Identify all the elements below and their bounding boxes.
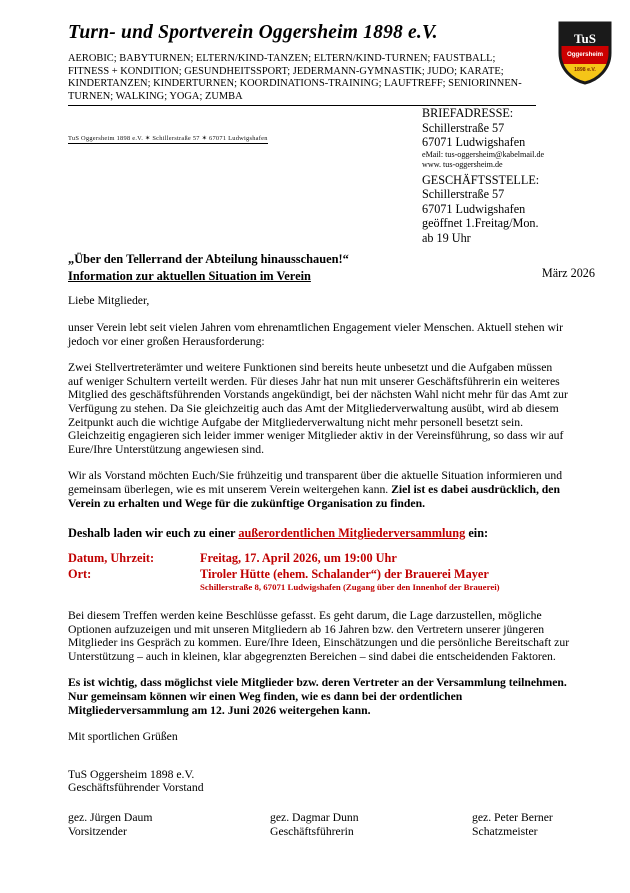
body-spacer bbox=[68, 717, 570, 730]
invitation-highlight: außerordentlichen Mitgliederversammlung bbox=[238, 526, 466, 541]
contact-email: eMail: tus-oggersheim@kabelmail.de bbox=[422, 149, 545, 159]
signatories-table bbox=[68, 811, 570, 838]
event-place-sub: Schillerstraße 8, 67071 Ludwigshafen (Zugang über den Innenhof der Brauerei) bbox=[200, 582, 500, 593]
event-date-value: Freitag, 17. April 2026, um 19:00 Uhr bbox=[200, 551, 397, 566]
event-row-place bbox=[68, 566, 570, 593]
signatory-name-3: gez. Peter Berner bbox=[472, 811, 553, 825]
subject-zone bbox=[0, 252, 630, 294]
invitation-suffix: ein: bbox=[465, 526, 489, 541]
body-spacer bbox=[68, 744, 570, 768]
office-hours-line-2: ab 19 Uhr bbox=[422, 230, 471, 245]
club-logo bbox=[557, 20, 613, 86]
letterhead bbox=[0, 0, 630, 106]
club-logo-bottom-text: 1898 e.V. bbox=[574, 67, 596, 73]
event-place-cell bbox=[200, 566, 570, 593]
paragraph-goal bbox=[68, 469, 570, 510]
paragraph-importance: Es ist wichtig, dass möglichst viele Mitglieder bzw. deren Vertreter an der Versammlung teilnehmen. Nur gemeinsam können wir einen Weg finden, wie es dann bei der ordentlichen Mitgliederversammlung am 12. Juni 2026 weitergehen kann. bbox=[68, 676, 567, 717]
brief-address-heading: BRIEFADRESSE: bbox=[422, 106, 514, 121]
brief-address-street: Schillerstraße 57 bbox=[422, 120, 505, 135]
paragraph-meeting-info: Bei diesem Treffen werden keine Beschlüsse gefasst. Es geht darum, die Lage darzustellen, mögliche Optionen aufzuzeigen und mit unseren Mitgliedern ab 16 Jahren bzw. den Vertretern unserer jüngeren Mitglieder ins Gespräch zu kommen. Eure/Ihre Ideen, Einschätzungen und die persönliche Bereitschaft zur Unterstützung – auch in kleinen, klar abgegrenzten Bereichen – sind dabei die entscheidenden Faktoren. bbox=[68, 609, 570, 663]
body-spacer bbox=[68, 795, 570, 811]
sports-department-list: AEROBIC; BABYTURNEN; ELTERN/KIND-TANZEN; ELTERN/KIND-TURNEN; FAUSTBALL; FITNESS + KONDITION; GESUNDHEITSSPORT; JEDERMANN-GYMNASTIK; JUDO; KARATE; KINDERTANZEN; KINDERTURNEN; KOORDINATIONS-TRAINING; LAUFTREFF; SENIORINNEN-TURNEN; WALKING; YOGA; ZUMBA bbox=[68, 53, 536, 106]
brief-address-city: 67071 Ludwigshafen bbox=[422, 135, 526, 150]
office-hours-line-1: geöffnet 1.Freitag/Mon. bbox=[422, 216, 539, 231]
event-place-value: Tiroler Hütte (ehem. Schalander“) der Brauerei Mayer bbox=[200, 567, 489, 582]
signature-org: TuS Oggersheim 1898 e.V. bbox=[68, 767, 195, 781]
paragraph-goal-normal: Wir als Vorstand möchten Euch/Sie frühzeitig und transparent über die aktuelle Situation informieren und gemeinsam überlegen, wie es mit unserem Verein weitergehen kann. bbox=[68, 469, 563, 496]
club-title: Turn- und Sportverein Oggersheim 1898 e.V. bbox=[68, 22, 438, 43]
invitation-line bbox=[68, 526, 570, 541]
letter-body bbox=[0, 294, 630, 838]
body-spacer bbox=[68, 593, 570, 609]
signatory-titles-row bbox=[68, 825, 570, 839]
closing-greeting: Mit sportlichen Grüßen bbox=[68, 730, 178, 744]
body-spacer bbox=[68, 348, 570, 361]
invitation-prefix: Deshalb laden wir euch zu einer bbox=[68, 526, 239, 541]
event-details-table bbox=[68, 550, 570, 593]
event-row-date bbox=[68, 550, 570, 566]
signatory-title-2: Geschäftsführerin bbox=[270, 824, 354, 838]
event-date-label: Datum, Uhrzeit: bbox=[68, 551, 155, 566]
signatory-name-2: gez. Dagmar Dunn bbox=[270, 811, 359, 825]
body-spacer bbox=[68, 456, 570, 469]
contact-address-block bbox=[422, 106, 602, 245]
signatory-title-3: Schatzmeister bbox=[472, 824, 538, 838]
club-logo-mid-text: Oggersheim bbox=[566, 51, 604, 58]
body-spacer bbox=[68, 663, 570, 676]
office-heading: GESCHÄFTSSTELLE: bbox=[422, 173, 540, 187]
signature-role: Geschäftsführender Vorstand bbox=[68, 781, 204, 795]
body-spacer bbox=[68, 308, 570, 321]
body-spacer bbox=[68, 510, 570, 526]
salutation: Liebe Mitglieder, bbox=[68, 294, 150, 308]
event-place-label: Ort: bbox=[68, 567, 92, 582]
sender-return-address: TuS Oggersheim 1898 e.V. ✶ Schillerstraße 57 ✶ 67071 Ludwigshafen bbox=[68, 135, 268, 143]
address-zone bbox=[0, 106, 630, 246]
paragraph-intro: unser Verein lebt seit vielen Jahren vom ehrenamtlichen Engagement vieler Menschen. Aktuell stehen wir jedoch vor einer großen Herausforderung: bbox=[68, 320, 564, 348]
subject-line-2: Information zur aktuellen Situation im Verein bbox=[68, 269, 311, 284]
club-logo-shield bbox=[557, 20, 613, 86]
signatory-names-row bbox=[68, 811, 570, 825]
signatory-title-1: Vorsitzender bbox=[68, 824, 127, 838]
paragraph-goal-bold: Ziel ist es dabei ausdrücklich, den Verein zu erhalten und Wege für die zukünftige Organisation zu finden. bbox=[68, 482, 560, 510]
office-street: Schillerstraße 57 bbox=[422, 187, 505, 202]
subject-line-1: „Über den Tellerrand der Abteilung hinausschauen!“ bbox=[68, 252, 349, 267]
signatory-name-1: gez. Jürgen Daum bbox=[68, 811, 153, 825]
paragraph-situation: Zwei Stellvertreterämter und weitere Funktionen sind bereits heute unbesetzt und die Aufgaben müssen auf weniger Schultern verteilt werden. Für dieses Jahr hat nun mit unserer Geschäftsführerin ein weiteres Mitglied des geschäftsführenden Vorstands angekündigt, bei der nächsten Wahl nicht mehr für das Amt zur Verfügung zu stehen. Da Sie gleichzeitig auch das Amt der Mitgliederverwaltung ausübt, wird ab diesem Zeitpunkt auch die wichtige Aufgabe der Mitgliederverwaltung nicht mehr personell besetzt sein. Gleichzeitig engagieren sich leider immer weniger Mitglieder aktiv in der Vereinsführung, so dass wir auf Eure/Ihre Unterstützung angewiesen sind. bbox=[68, 361, 568, 456]
office-city: 67071 Ludwigshafen bbox=[422, 201, 526, 216]
letter-date: März 2026 bbox=[541, 266, 595, 281]
contact-website: www. tus-oggersheim.de bbox=[422, 159, 503, 169]
club-logo-top-text: TuS bbox=[574, 31, 596, 46]
